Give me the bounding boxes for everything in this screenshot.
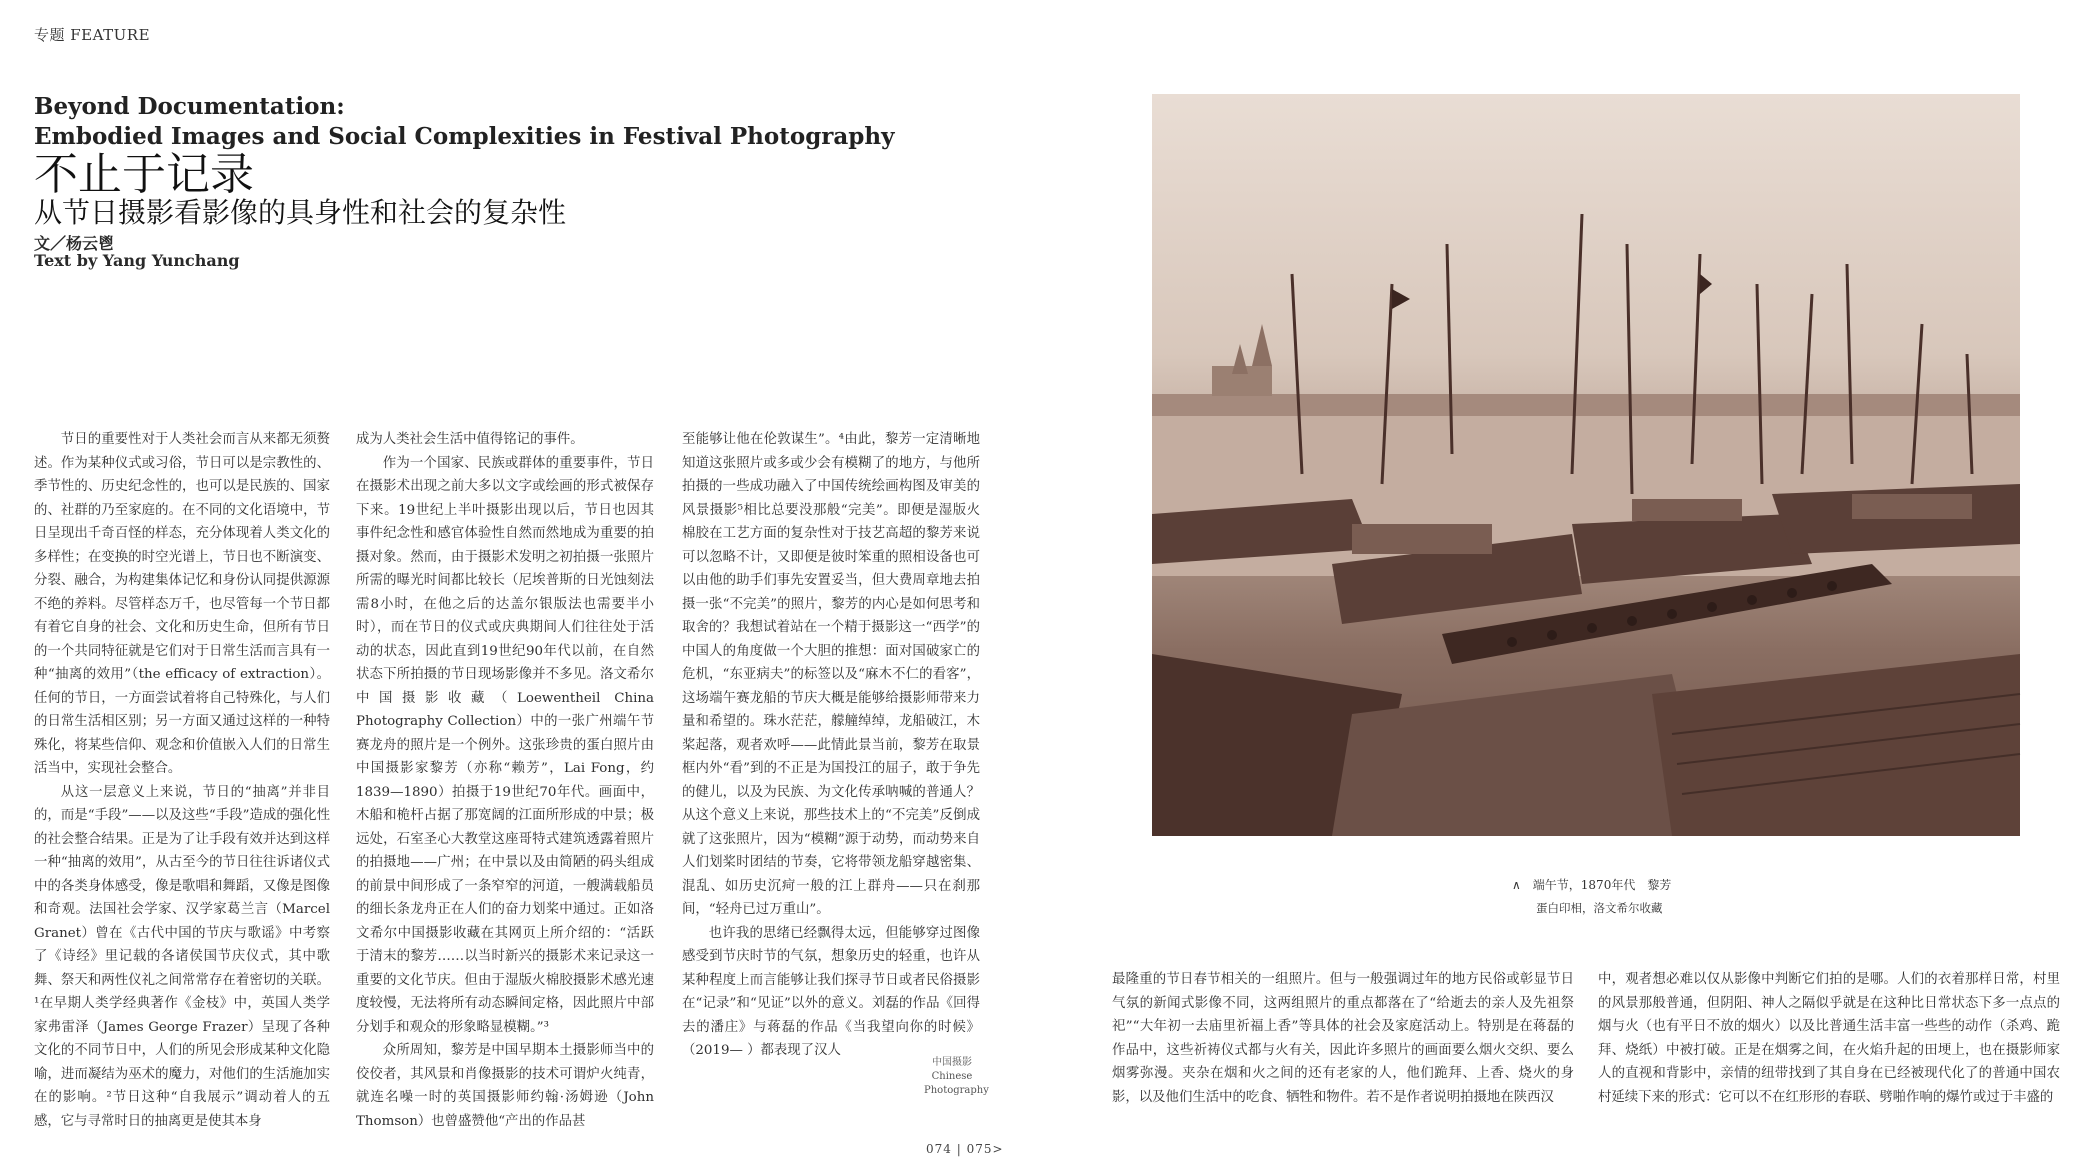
article-column-2: [356, 428, 654, 1129]
english-title-line-2: Embodied Images and Social Complexities in Festival Photography: [34, 123, 895, 150]
magazine-sidebar-tag: [924, 1056, 989, 1098]
page-numbers: 074 | 075>: [926, 1142, 1004, 1156]
section-label: 专题 FEATURE: [34, 26, 151, 44]
english-title-line-1: Beyond Documentation:: [34, 93, 345, 120]
sidebar-tag-line: Photography: [924, 1085, 989, 1096]
paragraph: 中，观者想必难以仅从影像中判断它们拍的是哪。人们的衣着那样日常，村里的风景那般普通，但阴阳、神人之隔似乎就是在这种比日常状态下多一点点的烟与火（也有平日不放的烟火）以及比普通生活丰富一些些的动作（杀鸡、跪拜、烧纸）中被打破。正是在烟雾之间，在火焰升起的田埂上，也在摄影师家人的直视和背影中，亲情的纽带找到了其自身在已经被现代化了的普通中国农村延续下来的形式：它可以不在红形形的春联、劈啪作响的爆竹或过于丰盛的: [1598, 972, 2060, 1105]
byline-chinese: 文／杨云鬯: [34, 234, 115, 253]
sidebar-tag-line: 中国摄影: [932, 1057, 972, 1068]
byline-english: Text by Yang Yunchang: [34, 251, 240, 270]
paragraph: 至能够让他在伦敦谋生”。⁴由此，黎芳一定清晰地知道这张照片或多或少会有模糊了的地方，与他所拍摄的一些成功融入了中国传统绘画构图及审美的风景摄影⁵相比总要没那般“完美”。即便是湿版火棉胶在工艺方面的复杂性对于技艺高超的黎芳来说可以忽略不计，又即便是彼时笨重的照相设备也可以由他的助手们事先安置妥当，但大费周章地去拍摄一张“不完美”的照片，黎芳的内心是如何思考和取舍的？我想试着站在一个精于摄影这一“西学”的中国人的角度做一个大胆的推想：面对国破家亡的危机，“东亚病夫”的标签以及“麻木不仁的看客”，这场端午赛龙船的节庆大概是能够给摄影师带来力量和希望的。珠水茫茫，艨艟绰绰，龙船破江，木桨起落，观者欢呼——此情此景当前，黎芳在取景框内外“看”到的不正是为国投江的屈子，敢于争先的健儿，以及为民族、为文化传承呐喊的普通人？从这个意义上来说，那些技术上的“不完美”反倒成就了这张照片，因为“模糊”源于动势，而动势来自人们划桨时团结的节奏，它将带领龙船穿越密集、混乱、如历史沉疴一般的江上群舟——只在刹那间，“轻舟已过万重山”。: [682, 432, 980, 917]
paragraph: 成为人类社会生活中值得铭记的事件。: [356, 432, 584, 447]
paragraph: 也许我的思绪已经飘得太远，但能够穿过图像感受到节庆时节的气氛，想象历史的轻重，也许从某种程度上而言能够让我们探寻节日或者民俗摄影在“记录”和“见证”以外的意义。刘磊的作品《回得去的潘庄》与蒋磊的作品《当我望向你的时候》（2019— ）都表现了汉人: [682, 925, 980, 1058]
paragraph: 众所周知，黎芳是中国早期本土摄影师当中的佼佼者，其风景和肖像摄影的技术可谓炉火纯青，就连名噪一时的英国摄影师约翰·汤姆逊（John Thomson）也曾盛赞他“产出的作品甚: [356, 1043, 654, 1129]
paragraph: 从这一层意义上来说，节日的“抽离”并非目的，而是“手段”——以及这些“手段”造成的强化性的社会整合结果。正是为了让手段有效并达到这样一种“抽离的效用”，从古至今的节日往往诉诸仪式中的各类身体感受，像是歌唱和舞蹈，又像是图像和奇观。法国社会学家、汉学家葛兰言（Marcel Granet）曾在《古代中国的节庆与歌谣》中考察了《诗经》里记载的各诸侯国节庆仪式，其中歌舞、祭天和两性仪礼之间常常存在着密切的关联。¹在早期人类学经典著作《金枝》中，英国人类学家弗雷泽（James George Frazer）呈现了各种文化的不同节日中，人们的所见会形成某种文化隐喻，进而凝结为巫术的魔力，对他们的生活施加实在的影响。²节日这种“自我展示”调动着人的五感，它与寻常时日的抽离更是使其本身: [34, 784, 330, 1129]
article-column-4: [1112, 968, 1574, 1108]
photo-caption-subtitle: 蛋白印相，洛文希尔收藏: [1536, 901, 1663, 915]
article-column-3: [682, 428, 989, 1108]
chinese-title: 不止于记录: [34, 149, 254, 200]
paragraph: 节日的重要性对于人类社会而言从来都无须赘述。作为某种仪式或习俗，节日可以是宗教性的、季节性的、历史纪念性的，也可以是民族的、国家的、社群的乃至家庭的。在不同的文化语境中，节日呈现出千奇百怪的样态，充分体现着人类文化的多样性；在变换的时空光谱上，节日也不断演变、分裂、融合，为构建集体记忆和身份认同提供源源不绝的养料。尽管样态万千，也尽管每一个节日都有着它自身的社会、文化和历史生命，但所有节日的一个共同特征就是它们对于日常生活而言具有一种“抽离的效用”（the efficacy of extraction）。任何的节日，一方面尝试着将自己特殊化，与人们的日常生活相区别；另一方面又通过这样的一种特殊化，将某些信仰、观念和价值嵌入人们的日常生活当中，实现社会整合。: [34, 432, 330, 776]
english-title: [34, 92, 894, 152]
paragraph: 作为一个国家、民族或群体的重要事件，节日在摄影术出现之前大多以文字或绘画的形式被保存下来。19世纪上半叶摄影出现以后，节日也因其事件纪念性和感官体验性自然而然地成为重要的拍摄对象。然而，由于摄影术发明之初拍摄一张照片所需的曝光时间都比较长（尼埃普斯的日光蚀刻法需8小时，在他之后的达盖尔银版法也需要半小时），而在节日的仪式或庆典期间人们往往处于活动的状态，因此直到19世纪90年代以前，在自然状态下所拍摄的节日现场影像并不多见。洛文希尔中国摄影收藏（Loewentheil China Photography Collection）中的一张广州端午节赛龙舟的照片是一个例外。这张珍贵的蛋白照片由中国摄影家黎芳（亦称“赖芳”，Lai Fong，约1839—1890）拍摄于19世纪70年代。画面中，木船和桅杆占据了那宽阔的江面所形成的中景；极远处，石室圣心大教堂这座哥特式建筑透露着照片的拍摄地——广州；在中景以及由简陋的码头组成的前景中间形成了一条窄窄的河道，一艘满载船员的细长条龙舟正在人们的奋力划桨中通过。正如洛文希尔中国摄影收藏在其网页上所介绍的：“活跃于清末的黎芳……以当时新兴的摄影术来记录这一重要的文化节庆。但由于湿版火棉胶摄影术感光速度较慢，无法将所有动态瞬间定格，因此照片中部分划手和观众的形象略显模糊。”³: [356, 455, 654, 1035]
sidebar-tag-line: Chinese: [931, 1071, 973, 1082]
festival-photograph: [1152, 94, 2020, 836]
dragon-boat-scene-illustration: [1152, 94, 2020, 836]
chinese-subtitle: 从节日摄影看影像的具身性和社会的复杂性: [34, 196, 567, 229]
article-column-1: [34, 428, 330, 1129]
photo-caption-title: ∧ 端午节，1870年代 黎芳: [1512, 878, 1672, 892]
paragraph: 最隆重的节日春节相关的一组照片。但与一般强调过年的地方民俗或彰显节日气氛的新闻式影像不同，这两组照片的重点都落在了“给逝去的亲人及先祖祭祀”“大年初一去庙里祈福上香”等具体的社会及家庭活动上。特别是在蒋磊的作品中，这些祈祷仪式都与火有关，因此许多照片的画面要么烟火交织、要么烟雾弥漫。夹杂在烟和火之间的还有老家的人，他们跪拜、上香、烧火的身影，以及他们生活中的吃食、牺牲和物件。若不是作者说明拍摄地在陕西汉: [1112, 972, 1574, 1105]
article-column-5: [1598, 968, 2060, 1108]
